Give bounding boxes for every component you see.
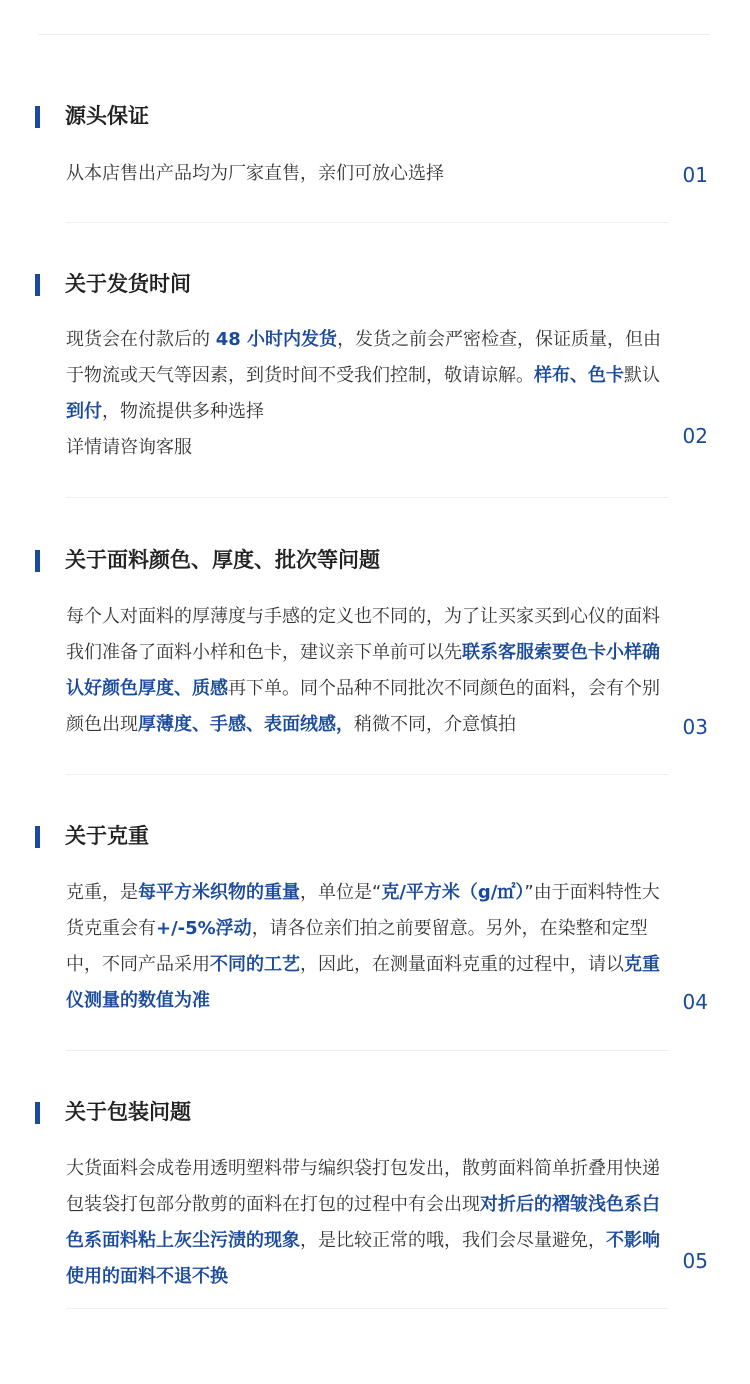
body-text: 默认	[624, 365, 660, 386]
section-title: 源头保证	[65, 104, 149, 128]
body-text: ，单位是“	[300, 882, 382, 903]
highlight-text: 不同的工艺	[210, 954, 300, 975]
highlight-text: 对折后的褶皱浅色系白色系面料粘上灰尘污渍的现象	[66, 1194, 660, 1251]
body-text: ，物流提供多种选择	[102, 401, 264, 422]
section-title: 关于克重	[65, 824, 149, 848]
highlight-text: 联系客服索要色卡小样确认好颜色厚度、质感	[66, 642, 660, 699]
body-text: 再下单。同个品种不同批次不同颜色的面料，会有个别颜色出现	[66, 678, 660, 735]
section-number: 01	[682, 163, 708, 187]
section-number: 05	[682, 1249, 708, 1273]
section-marker-bar	[35, 826, 40, 848]
body-text: ”由于面料特性大货克重会有	[66, 882, 660, 939]
highlight-text: 克重仪测量的数值为准	[66, 954, 660, 1011]
section-marker-bar	[35, 1102, 40, 1124]
section-divider	[66, 497, 669, 498]
top-divider	[38, 34, 710, 35]
section-marker-bar	[35, 274, 40, 296]
section-body	[66, 156, 676, 192]
section-paragraph	[66, 156, 676, 192]
section-divider	[66, 222, 669, 223]
section-paragraph	[66, 322, 676, 430]
section-marker-bar	[35, 106, 40, 128]
highlight-text: 厚薄度、手感、表面绒感，	[138, 714, 354, 735]
body-text: 现货会在付款后的	[66, 329, 216, 350]
section-body	[66, 1151, 676, 1295]
section-paragraph	[66, 599, 676, 743]
body-text: 每个人对面料的厚薄度与手感的定义也不同的，为了让买家买到心仪的面料我们准备了面料小样和色卡，建议亲下单前可以先	[66, 606, 660, 663]
section-number: 03	[682, 715, 708, 739]
body-text: 克重，是	[66, 882, 138, 903]
section-title: 关于发货时间	[65, 272, 191, 296]
section-body	[66, 322, 676, 466]
section-divider	[66, 1050, 669, 1051]
section-paragraph	[66, 430, 676, 466]
body-text: ，是比较正常的哦，我们会尽量避免，	[300, 1230, 606, 1251]
body-text: 稍微不同，介意慎拍	[354, 714, 516, 735]
body-text: 大货面料会成卷用透明塑料带与编织袋打包发出，散剪面料简单折叠用快递包装袋打包部分散剪的面料在打包的过程中有会出现	[66, 1158, 660, 1215]
section-paragraph	[66, 875, 676, 1019]
body-text: 详情请咨询客服	[66, 437, 192, 458]
highlight-text: 每平方米织物的重量	[138, 882, 300, 903]
body-text: 从本店售出产品均为厂家直售，亲们可放心选择	[66, 163, 444, 184]
highlight-text: 样布、色卡	[534, 365, 624, 386]
highlight-text: 克/平方米（g/㎡）	[381, 882, 525, 903]
section-title: 关于包装问题	[65, 1100, 191, 1124]
section-body	[66, 875, 676, 1019]
section-paragraph	[66, 1151, 676, 1295]
section-number: 02	[682, 424, 708, 448]
section-marker-bar	[35, 550, 40, 572]
body-text: ，因此，在测量面料克重的过程中，请以	[300, 954, 624, 975]
body-text: ，请各位亲们拍之前要留意。另外，在染整和定型中，不同产品采用	[66, 918, 648, 975]
section-number: 04	[682, 990, 708, 1014]
highlight-text: 48 小时内发货	[215, 329, 338, 350]
section-divider	[66, 774, 669, 775]
section-title: 关于面料颜色、厚度、批次等问题	[65, 548, 380, 572]
section-divider	[66, 1308, 669, 1309]
highlight-text: +/-5%浮动	[156, 918, 252, 939]
body-text: ，发货之前会严密检查，保证质量，但由于物流或天气等因素，到货时间不受我们控制，敬请谅解。	[66, 329, 662, 386]
section-body	[66, 599, 676, 743]
highlight-text: 不影响使用的面料不退不换	[66, 1230, 660, 1287]
highlight-text: 到付	[66, 401, 102, 422]
